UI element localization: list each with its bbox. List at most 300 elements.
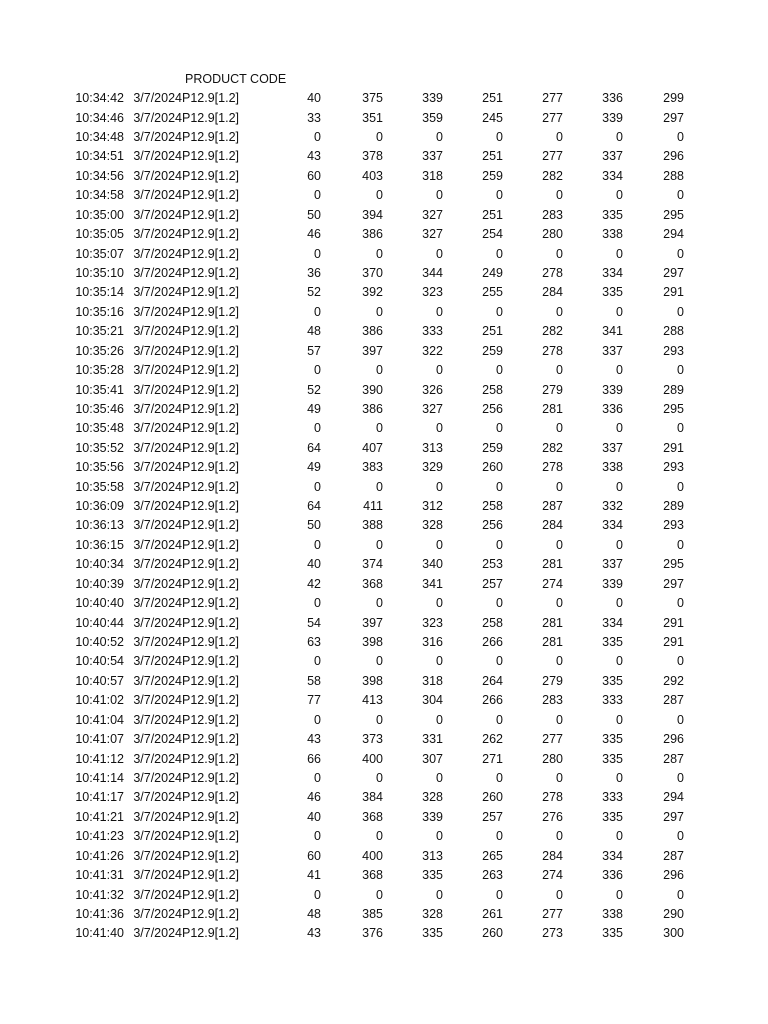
value-3-cell: 0 — [436, 188, 443, 203]
table-row — [66, 613, 684, 632]
product-code-cell: P12.9[1.2] — [182, 829, 239, 844]
value-7-cell: 0 — [677, 537, 684, 552]
value-4-cell: 266 — [482, 635, 503, 650]
date-cell: 3/7/2024 — [133, 343, 182, 358]
value-5-cell: 273 — [542, 926, 563, 941]
table-row — [66, 672, 684, 691]
date-cell: 3/7/2024 — [133, 712, 182, 727]
value-4-cell: 0 — [496, 246, 503, 261]
product-code-cell: P12.9[1.2] — [182, 712, 239, 727]
value-5-cell: 277 — [542, 732, 563, 747]
value-2-cell: 378 — [362, 149, 383, 164]
time-cell: 10:35:28 — [75, 363, 124, 378]
time-cell: 10:35:05 — [75, 227, 124, 242]
value-4-cell: 254 — [482, 227, 503, 242]
value-6-cell: 339 — [602, 576, 623, 591]
value-5-cell: 0 — [556, 421, 563, 436]
value-1-cell: 0 — [314, 654, 321, 669]
value-6-cell: 0 — [616, 770, 623, 785]
time-cell: 10:35:16 — [75, 304, 124, 319]
value-5-cell: 280 — [542, 227, 563, 242]
time-cell: 10:40:57 — [75, 673, 124, 688]
product-code-cell: P12.9[1.2] — [182, 926, 239, 941]
value-7-cell: 291 — [663, 615, 684, 630]
value-1-cell: 42 — [307, 576, 321, 591]
value-5-cell: 278 — [542, 460, 563, 475]
product-code-cell: P12.9[1.2] — [182, 110, 239, 125]
value-7-cell: 0 — [677, 479, 684, 494]
value-5-cell: 0 — [556, 537, 563, 552]
value-1-cell: 0 — [314, 712, 321, 727]
product-code-cell: P12.9[1.2] — [182, 207, 239, 222]
value-7-cell: 291 — [663, 440, 684, 455]
value-3-cell: 323 — [422, 285, 443, 300]
value-2-cell: 400 — [362, 848, 383, 863]
time-cell: 10:41:04 — [75, 712, 124, 727]
value-5-cell: 283 — [542, 693, 563, 708]
time-cell: 10:41:23 — [75, 829, 124, 844]
value-7-cell: 297 — [663, 266, 684, 280]
time-cell: 10:41:14 — [75, 770, 124, 785]
value-2-cell: 0 — [376, 887, 383, 902]
value-6-cell: 335 — [602, 207, 623, 222]
date-cell: 3/7/2024 — [133, 518, 182, 533]
date-cell: 3/7/2024 — [133, 188, 182, 203]
time-cell: 10:40:54 — [75, 654, 124, 669]
date-cell: 3/7/2024 — [133, 421, 182, 436]
value-1-cell: 0 — [314, 246, 321, 261]
value-1-cell: 0 — [314, 479, 321, 494]
value-6-cell: 0 — [616, 246, 623, 261]
value-6-cell: 337 — [602, 557, 623, 572]
date-cell: 3/7/2024 — [133, 673, 182, 688]
value-7-cell: 0 — [677, 421, 684, 436]
time-cell: 10:35:56 — [75, 460, 124, 475]
time-cell: 10:41:32 — [75, 887, 124, 902]
value-5-cell: 281 — [542, 615, 563, 630]
value-6-cell: 333 — [602, 693, 623, 708]
table-row — [66, 730, 684, 749]
value-2-cell: 384 — [362, 790, 383, 805]
value-7-cell: 0 — [677, 712, 684, 727]
value-1-cell: 50 — [307, 518, 321, 533]
value-4-cell: 257 — [482, 809, 503, 824]
date-cell: 3/7/2024 — [133, 693, 182, 708]
value-3-cell: 0 — [436, 130, 443, 145]
value-6-cell: 335 — [602, 732, 623, 747]
time-cell: 10:35:26 — [75, 343, 124, 358]
table-row — [66, 108, 684, 127]
value-3-cell: 344 — [422, 266, 443, 280]
time-cell: 10:40:52 — [75, 635, 124, 650]
value-6-cell: 334 — [602, 168, 623, 183]
table-row — [66, 594, 684, 613]
value-6-cell: 0 — [616, 829, 623, 844]
product-code-cell: P12.9[1.2] — [182, 149, 239, 164]
value-2-cell: 0 — [376, 829, 383, 844]
value-4-cell: 256 — [482, 518, 503, 533]
table-row — [66, 905, 684, 924]
time-cell: 10:41:26 — [75, 848, 124, 863]
date-cell: 3/7/2024 — [133, 401, 182, 416]
product-code-cell: P12.9[1.2] — [182, 537, 239, 552]
value-7-cell: 0 — [677, 304, 684, 319]
value-2-cell: 376 — [362, 926, 383, 941]
value-7-cell: 292 — [663, 673, 684, 688]
date-cell: 3/7/2024 — [133, 790, 182, 805]
product-code-cell: P12.9[1.2] — [182, 246, 239, 261]
value-3-cell: 0 — [436, 596, 443, 611]
value-5-cell: 278 — [542, 790, 563, 805]
value-1-cell: 49 — [307, 401, 321, 416]
product-code-cell: P12.9[1.2] — [182, 421, 239, 436]
product-code-cell: P12.9[1.2] — [182, 518, 239, 533]
date-cell: 3/7/2024 — [133, 110, 182, 125]
value-7-cell: 293 — [663, 518, 684, 533]
time-cell: 10:41:12 — [75, 751, 124, 766]
value-1-cell: 43 — [307, 149, 321, 164]
date-cell: 3/7/2024 — [133, 149, 182, 164]
value-3-cell: 0 — [436, 770, 443, 785]
value-5-cell: 277 — [542, 110, 563, 125]
product-code-cell: P12.9[1.2] — [182, 809, 239, 824]
value-2-cell: 0 — [376, 479, 383, 494]
value-6-cell: 0 — [616, 130, 623, 145]
value-4-cell: 249 — [482, 266, 503, 280]
value-2-cell: 0 — [376, 537, 383, 552]
value-2-cell: 0 — [376, 188, 383, 203]
time-cell: 10:41:31 — [75, 868, 124, 883]
table-row — [66, 147, 684, 166]
value-2-cell: 0 — [376, 130, 383, 145]
value-6-cell: 335 — [602, 751, 623, 766]
value-2-cell: 374 — [362, 557, 383, 572]
date-cell: 3/7/2024 — [133, 479, 182, 494]
time-cell: 10:40:34 — [75, 557, 124, 572]
value-7-cell: 295 — [663, 207, 684, 222]
time-cell: 10:34:58 — [75, 188, 124, 203]
value-6-cell: 335 — [602, 635, 623, 650]
value-7-cell: 293 — [663, 460, 684, 475]
value-2-cell: 0 — [376, 363, 383, 378]
value-6-cell: 339 — [602, 382, 623, 397]
value-2-cell: 368 — [362, 576, 383, 591]
time-cell: 10:40:40 — [75, 596, 124, 611]
value-1-cell: 0 — [314, 421, 321, 436]
table-row — [66, 846, 684, 865]
value-1-cell: 64 — [307, 499, 321, 514]
time-cell: 10:34:51 — [75, 149, 124, 164]
value-6-cell: 335 — [602, 809, 623, 824]
value-7-cell: 288 — [663, 324, 684, 339]
value-6-cell: 0 — [616, 596, 623, 611]
date-cell: 3/7/2024 — [133, 266, 182, 280]
value-3-cell: 0 — [436, 479, 443, 494]
value-7-cell: 290 — [663, 906, 684, 921]
value-4-cell: 0 — [496, 770, 503, 785]
value-1-cell: 54 — [307, 615, 321, 630]
date-cell: 3/7/2024 — [133, 576, 182, 591]
date-cell: 3/7/2024 — [133, 207, 182, 222]
value-3-cell: 327 — [422, 227, 443, 242]
value-7-cell: 294 — [663, 227, 684, 242]
value-3-cell: 318 — [422, 168, 443, 183]
value-1-cell: 40 — [307, 809, 321, 824]
value-3-cell: 333 — [422, 324, 443, 339]
value-5-cell: 282 — [542, 440, 563, 455]
value-1-cell: 41 — [307, 868, 321, 883]
value-1-cell: 0 — [314, 770, 321, 785]
date-cell: 3/7/2024 — [133, 460, 182, 475]
value-3-cell: 341 — [422, 576, 443, 591]
time-cell: 10:35:07 — [75, 246, 124, 261]
value-4-cell: 263 — [482, 868, 503, 883]
value-5-cell: 279 — [542, 382, 563, 397]
value-1-cell: 63 — [307, 635, 321, 650]
value-5-cell: 274 — [542, 868, 563, 883]
value-2-cell: 373 — [362, 732, 383, 747]
value-2-cell: 0 — [376, 246, 383, 261]
value-2-cell: 386 — [362, 227, 383, 242]
table-row — [66, 400, 684, 419]
product-code-cell: P12.9[1.2] — [182, 460, 239, 475]
value-7-cell: 297 — [663, 809, 684, 824]
value-4-cell: 258 — [482, 499, 503, 514]
value-2-cell: 413 — [362, 693, 383, 708]
value-3-cell: 335 — [422, 868, 443, 883]
value-7-cell: 287 — [663, 848, 684, 863]
value-5-cell: 277 — [542, 91, 563, 106]
value-3-cell: 322 — [422, 343, 443, 358]
product-code-cell: P12.9[1.2] — [182, 790, 239, 805]
table-row — [66, 575, 684, 594]
value-4-cell: 255 — [482, 285, 503, 300]
value-1-cell: 46 — [307, 227, 321, 242]
value-1-cell: 43 — [307, 926, 321, 941]
value-6-cell: 338 — [602, 906, 623, 921]
value-3-cell: 328 — [422, 906, 443, 921]
product-code-cell: P12.9[1.2] — [182, 848, 239, 863]
value-2-cell: 394 — [362, 207, 383, 222]
value-2-cell: 388 — [362, 518, 383, 533]
value-5-cell: 0 — [556, 188, 563, 203]
value-6-cell: 337 — [602, 440, 623, 455]
value-5-cell: 274 — [542, 576, 563, 591]
value-1-cell: 64 — [307, 440, 321, 455]
value-1-cell: 0 — [314, 887, 321, 902]
value-5-cell: 0 — [556, 712, 563, 727]
value-7-cell: 293 — [663, 343, 684, 358]
time-cell: 10:34:48 — [75, 130, 124, 145]
value-4-cell: 259 — [482, 168, 503, 183]
date-cell: 3/7/2024 — [133, 246, 182, 261]
value-7-cell: 297 — [663, 576, 684, 591]
value-7-cell: 0 — [677, 596, 684, 611]
value-5-cell: 0 — [556, 130, 563, 145]
date-cell: 3/7/2024 — [133, 654, 182, 669]
value-1-cell: 48 — [307, 906, 321, 921]
table-row — [66, 924, 684, 943]
value-1-cell: 49 — [307, 460, 321, 475]
value-1-cell: 57 — [307, 343, 321, 358]
time-cell: 10:34:42 — [75, 91, 124, 106]
table-row — [66, 458, 684, 477]
time-cell: 10:35:46 — [75, 401, 124, 416]
value-3-cell: 313 — [422, 848, 443, 863]
value-1-cell: 0 — [314, 596, 321, 611]
value-7-cell: 0 — [677, 829, 684, 844]
value-4-cell: 0 — [496, 596, 503, 611]
date-cell: 3/7/2024 — [133, 848, 182, 863]
value-3-cell: 0 — [436, 537, 443, 552]
product-code-cell: P12.9[1.2] — [182, 635, 239, 650]
date-cell: 3/7/2024 — [133, 304, 182, 319]
product-code-cell: P12.9[1.2] — [182, 479, 239, 494]
table-row — [66, 633, 684, 652]
value-6-cell: 0 — [616, 537, 623, 552]
product-code-cell: P12.9[1.2] — [182, 654, 239, 669]
value-6-cell: 335 — [602, 673, 623, 688]
date-cell: 3/7/2024 — [133, 537, 182, 552]
date-cell: 3/7/2024 — [133, 751, 182, 766]
value-3-cell: 331 — [422, 732, 443, 747]
date-cell: 3/7/2024 — [133, 382, 182, 397]
value-5-cell: 284 — [542, 285, 563, 300]
table-row — [66, 322, 684, 341]
value-1-cell: 36 — [307, 266, 321, 280]
product-code-cell: P12.9[1.2] — [182, 382, 239, 397]
value-2-cell: 411 — [363, 499, 383, 514]
product-code-cell: P12.9[1.2] — [182, 751, 239, 766]
time-cell: 10:35:48 — [75, 421, 124, 436]
value-5-cell: 281 — [542, 401, 563, 416]
value-1-cell: 0 — [314, 130, 321, 145]
time-cell: 10:41:07 — [75, 732, 124, 747]
value-5-cell: 0 — [556, 479, 563, 494]
value-7-cell: 0 — [677, 188, 684, 203]
table-row — [66, 303, 684, 322]
value-6-cell: 334 — [602, 615, 623, 630]
value-5-cell: 0 — [556, 596, 563, 611]
value-4-cell: 253 — [482, 557, 503, 572]
value-2-cell: 397 — [362, 615, 383, 630]
product-code-cell: P12.9[1.2] — [182, 285, 239, 300]
value-2-cell: 351 — [362, 110, 383, 125]
value-3-cell: 0 — [436, 887, 443, 902]
date-cell: 3/7/2024 — [133, 130, 182, 145]
value-5-cell: 0 — [556, 829, 563, 844]
table-row — [66, 186, 684, 205]
value-5-cell: 0 — [556, 363, 563, 378]
value-7-cell: 0 — [677, 363, 684, 378]
time-cell: 10:35:21 — [75, 324, 124, 339]
date-cell: 3/7/2024 — [133, 829, 182, 844]
date-cell: 3/7/2024 — [133, 770, 182, 785]
value-6-cell: 0 — [616, 654, 623, 669]
product-code-cell: P12.9[1.2] — [182, 440, 239, 455]
value-6-cell: 338 — [602, 460, 623, 475]
value-7-cell: 289 — [663, 382, 684, 397]
value-6-cell: 334 — [602, 266, 623, 280]
date-cell: 3/7/2024 — [133, 285, 182, 300]
value-3-cell: 339 — [422, 91, 443, 106]
value-6-cell: 0 — [616, 304, 623, 319]
table-row — [66, 264, 684, 283]
date-cell: 3/7/2024 — [133, 499, 182, 514]
value-1-cell: 0 — [314, 304, 321, 319]
table-row — [66, 711, 684, 730]
value-7-cell: 300 — [663, 926, 684, 941]
table-row — [66, 89, 684, 108]
value-6-cell: 333 — [602, 790, 623, 805]
value-3-cell: 328 — [422, 518, 443, 533]
value-2-cell: 403 — [362, 168, 383, 183]
value-2-cell: 398 — [362, 635, 383, 650]
value-2-cell: 400 — [362, 751, 383, 766]
value-2-cell: 0 — [376, 596, 383, 611]
value-6-cell: 0 — [616, 712, 623, 727]
value-1-cell: 60 — [307, 848, 321, 863]
product-code-cell: P12.9[1.2] — [182, 324, 239, 339]
value-2-cell: 386 — [362, 401, 383, 416]
value-5-cell: 0 — [556, 654, 563, 669]
value-4-cell: 259 — [482, 440, 503, 455]
value-6-cell: 335 — [602, 285, 623, 300]
value-2-cell: 370 — [362, 266, 383, 280]
value-7-cell: 294 — [663, 790, 684, 805]
value-6-cell: 341 — [602, 324, 623, 339]
product-code-cell: P12.9[1.2] — [182, 91, 239, 106]
value-5-cell: 283 — [542, 207, 563, 222]
value-1-cell: 52 — [307, 382, 321, 397]
value-4-cell: 261 — [482, 906, 503, 921]
date-cell: 3/7/2024 — [133, 363, 182, 378]
value-3-cell: 326 — [422, 382, 443, 397]
time-cell: 10:36:13 — [75, 518, 124, 533]
value-6-cell: 0 — [616, 421, 623, 436]
value-5-cell: 281 — [542, 635, 563, 650]
date-cell: 3/7/2024 — [133, 557, 182, 572]
value-4-cell: 251 — [482, 91, 503, 106]
value-4-cell: 0 — [496, 421, 503, 436]
value-1-cell: 52 — [307, 285, 321, 300]
value-4-cell: 0 — [496, 537, 503, 552]
time-cell: 10:41:21 — [75, 809, 124, 824]
date-cell: 3/7/2024 — [133, 440, 182, 455]
product-code-cell: P12.9[1.2] — [182, 168, 239, 183]
date-cell: 3/7/2024 — [133, 906, 182, 921]
value-2-cell: 407 — [362, 440, 383, 455]
value-5-cell: 277 — [542, 906, 563, 921]
value-1-cell: 0 — [314, 537, 321, 552]
value-6-cell: 337 — [602, 149, 623, 164]
value-5-cell: 279 — [542, 673, 563, 688]
value-2-cell: 368 — [362, 868, 383, 883]
product-code-cell: P12.9[1.2] — [182, 363, 239, 378]
value-5-cell: 277 — [542, 149, 563, 164]
value-3-cell: 312 — [422, 499, 443, 514]
value-4-cell: 0 — [496, 304, 503, 319]
value-5-cell: 0 — [556, 304, 563, 319]
table-row — [66, 769, 684, 788]
value-7-cell: 296 — [663, 868, 684, 883]
time-cell: 10:41:02 — [75, 693, 124, 708]
value-4-cell: 259 — [482, 343, 503, 358]
value-5-cell: 280 — [542, 751, 563, 766]
value-7-cell: 0 — [677, 770, 684, 785]
time-cell: 10:35:52 — [75, 440, 124, 455]
value-1-cell: 77 — [307, 693, 321, 708]
